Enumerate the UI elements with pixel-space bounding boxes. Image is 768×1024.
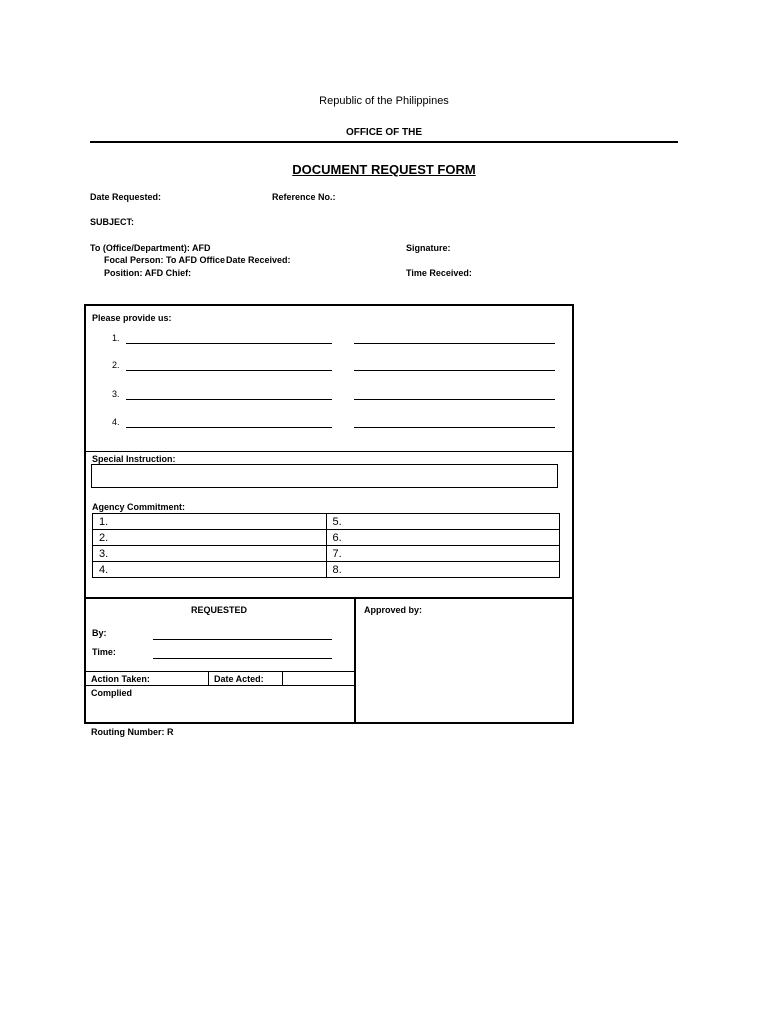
special-instruction-field[interactable] <box>91 464 558 488</box>
commitment-cell[interactable]: 6. <box>326 530 560 546</box>
complied-label: Complied <box>91 688 133 698</box>
signature-label: Signature: <box>406 243 451 253</box>
position-label: Position: AFD Chief: <box>104 268 192 278</box>
provide-item-4-field-b[interactable] <box>354 427 555 428</box>
commitment-cell[interactable]: 2. <box>93 530 327 546</box>
commitment-cell[interactable]: 8. <box>326 562 560 578</box>
table-row <box>93 562 560 578</box>
provide-item-number: 4. <box>112 417 120 427</box>
action-row-divider-2 <box>282 671 283 685</box>
date-acted-label: Date Acted: <box>214 674 264 684</box>
commitment-cell[interactable]: 7. <box>326 546 560 562</box>
date-received-label: Date Received: <box>226 255 291 265</box>
routing-number: Routing Number: R <box>91 727 174 737</box>
section-divider <box>85 451 573 452</box>
approval-divider <box>354 598 356 723</box>
action-row-top-border <box>85 671 354 672</box>
time-received-label: Time Received: <box>406 268 472 278</box>
action-row-divider-1 <box>208 671 209 685</box>
action-row-bottom-border <box>85 685 354 686</box>
requested-by-label: By: <box>92 628 107 638</box>
provide-item-3-field-a[interactable] <box>126 399 332 400</box>
provide-item-2-field-a[interactable] <box>126 370 332 371</box>
to-office-label: To (Office/Department): AFD <box>90 243 211 253</box>
table-row <box>93 530 560 546</box>
subject-label: SUBJECT: <box>90 217 135 227</box>
provide-item-4-field-a[interactable] <box>126 427 332 428</box>
agency-commitment-label: Agency Commitment: <box>92 502 186 512</box>
requested-time-field[interactable] <box>153 658 332 659</box>
table-row <box>93 546 560 562</box>
approved-by-label: Approved by: <box>364 605 423 615</box>
provide-item-number: 1. <box>112 333 120 343</box>
header-divider <box>90 141 678 143</box>
reference-no-label: Reference No.: <box>272 192 336 202</box>
approval-box <box>84 597 574 724</box>
action-taken-label: Action Taken: <box>91 674 150 684</box>
agency-commitment-table <box>92 513 560 578</box>
provide-item-number: 2. <box>112 360 120 370</box>
header-office: OFFICE OF THE <box>345 127 423 138</box>
provide-item-1-field-a[interactable] <box>126 343 332 344</box>
provide-item-2-field-b[interactable] <box>354 370 555 371</box>
requested-time-label: Time: <box>92 647 116 657</box>
special-instruction-label: Special Instruction: <box>92 454 176 464</box>
provide-item-number: 3. <box>112 389 120 399</box>
table-row <box>93 514 560 530</box>
focal-person-label: Focal Person: To AFD Office <box>104 255 226 265</box>
commitment-cell[interactable]: 3. <box>93 546 327 562</box>
please-provide-label: Please provide us: <box>92 313 172 323</box>
commitment-cell[interactable]: 4. <box>93 562 327 578</box>
provide-item-1-field-b[interactable] <box>354 343 555 344</box>
header-republic: Republic of the Philippines <box>319 95 449 107</box>
commitment-cell[interactable]: 5. <box>326 514 560 530</box>
requested-by-field[interactable] <box>153 639 332 640</box>
form-title: DOCUMENT REQUEST FORM <box>292 162 476 177</box>
date-requested-label: Date Requested: <box>90 192 162 202</box>
provide-item-3-field-b[interactable] <box>354 399 555 400</box>
requested-heading: REQUESTED <box>190 605 247 615</box>
commitment-cell[interactable]: 1. <box>93 514 327 530</box>
